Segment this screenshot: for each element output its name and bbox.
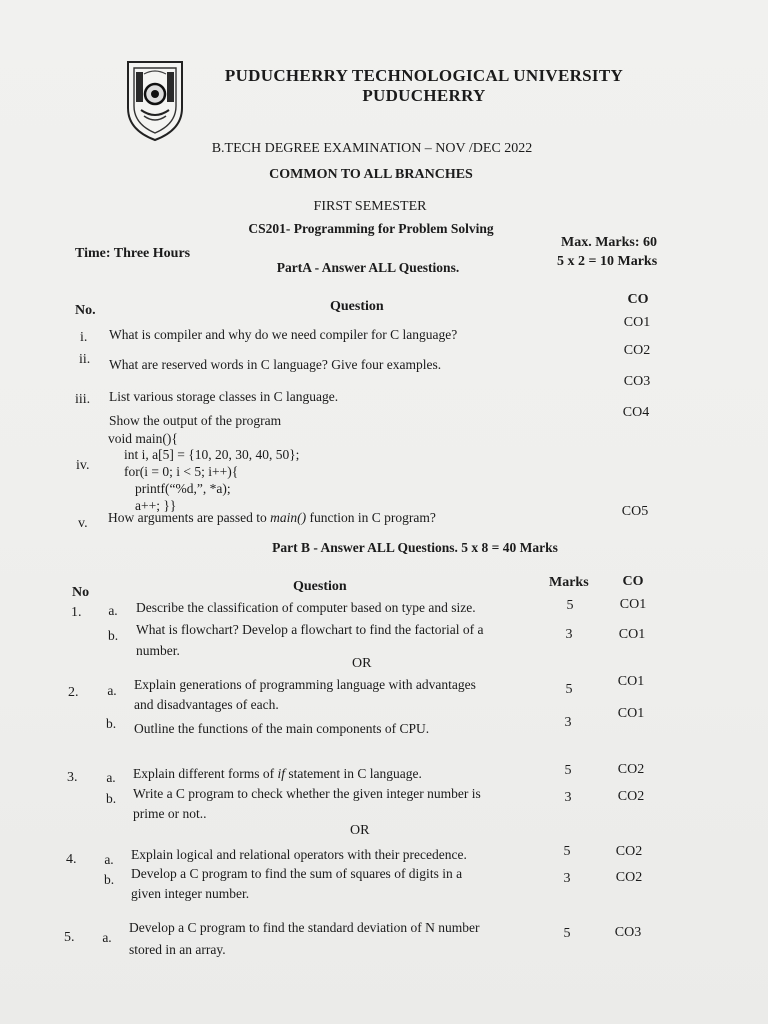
exam-duration: Time: Three Hours bbox=[75, 246, 191, 261]
part-a-q4-co: CO4 bbox=[622, 405, 650, 420]
part-b-q3b-label: b. bbox=[105, 791, 117, 806]
part-b-q1-number: 1. bbox=[71, 605, 82, 620]
part-b-q2a-label: a. bbox=[107, 683, 117, 698]
part-b-q1a-marks: 5 bbox=[566, 598, 574, 613]
part-b-q3a-co: CO2 bbox=[617, 762, 645, 777]
part-b-q2a-line2: and disadvantages of each. bbox=[134, 697, 279, 712]
part-a-title: PartA - Answer ALL Questions. bbox=[276, 260, 460, 275]
part-b-q3b-co: CO2 bbox=[617, 789, 645, 804]
part-b-q3a-text: Explain different forms of if statement in C language. bbox=[133, 766, 422, 781]
part-b-col-no: No bbox=[72, 585, 90, 600]
part-a-q2-co: CO2 bbox=[623, 343, 651, 358]
or-divider-2: OR bbox=[350, 823, 370, 838]
part-b-q4b-label: b. bbox=[103, 872, 115, 887]
part-b-q3b-line2: prime or not.. bbox=[133, 806, 207, 821]
part-b-q4b-line2: given integer number. bbox=[131, 886, 250, 901]
code-line-4: printf(“%d,”, *a); bbox=[135, 481, 231, 496]
code-line-5: a++; }} bbox=[135, 498, 177, 513]
part-b-q1b-co: CO1 bbox=[618, 627, 646, 642]
part-a-q5-text: How arguments are passed to main() function in C program? bbox=[108, 510, 436, 525]
part-b-q1b-line2: number. bbox=[136, 643, 180, 658]
or-divider-1: OR bbox=[352, 656, 372, 671]
part-b-q3a-label: a. bbox=[106, 770, 116, 785]
part-b-q1b-label: b. bbox=[107, 628, 119, 643]
course-title: CS201- Programming for Problem Solving bbox=[248, 221, 494, 236]
part-a-q4-number: iv. bbox=[76, 458, 90, 473]
part-b-q2-number: 2. bbox=[68, 685, 79, 700]
part-b-q2a-co: CO1 bbox=[617, 674, 645, 689]
part-b-q1a-label: a. bbox=[108, 603, 118, 618]
part-b-q4-number: 4. bbox=[66, 852, 77, 867]
part-b-q4a-co: CO2 bbox=[615, 844, 643, 859]
part-b-q2b-marks: 3 bbox=[564, 715, 572, 730]
part-b-q2b-label: b. bbox=[105, 716, 117, 731]
part-b-q3-number: 3. bbox=[67, 770, 78, 785]
part-a-q3-co: CO3 bbox=[623, 374, 651, 389]
part-a-q5-number: v. bbox=[78, 516, 88, 531]
part-b-q1a-co: CO1 bbox=[619, 597, 647, 612]
part-b-q5a-marks: 5 bbox=[563, 926, 571, 941]
part-b-q2b-co: CO1 bbox=[617, 706, 645, 721]
university-name: PUDUCHERRY TECHNOLOGICAL UNIVERSITY bbox=[224, 66, 624, 85]
code-line-3: for(i = 0; i < 5; i++){ bbox=[124, 464, 239, 479]
part-b-q4a-text: Explain logical and relational operators with their precedence. bbox=[131, 847, 467, 862]
part-b-col-question: Question bbox=[293, 579, 347, 594]
code-line-2: int i, a[5] = {10, 20, 30, 40, 50}; bbox=[124, 447, 300, 462]
part-b-col-marks: Marks bbox=[549, 575, 589, 590]
code-line-1: void main(){ bbox=[108, 431, 178, 446]
part-a-q3-number: iii. bbox=[75, 392, 91, 407]
part-b-q4b-co: CO2 bbox=[615, 870, 643, 885]
part-b-q2a-marks: 5 bbox=[565, 682, 573, 697]
part-b-q1a-text: Describe the classification of computer based on type and size. bbox=[136, 600, 476, 615]
part-b-q4b-marks: 3 bbox=[563, 871, 571, 886]
part-b-q5a-co: CO3 bbox=[614, 925, 642, 940]
part-b-q2b-text: Outline the functions of the main components of CPU. bbox=[134, 721, 430, 736]
part-a-q3-text: List various storage classes in C language. bbox=[109, 389, 339, 404]
part-b-q2a-line1: Explain generations of programming language with advantages bbox=[134, 677, 476, 692]
university-city: PUDUCHERRY bbox=[362, 86, 486, 105]
part-a-col-no: No. bbox=[75, 303, 96, 318]
part-b-q5-number: 5. bbox=[64, 930, 75, 945]
part-a-q2-number: ii. bbox=[79, 352, 91, 367]
part-b-q4a-label: a. bbox=[104, 852, 114, 867]
part-b-title: Part B - Answer ALL Questions. 5 x 8 = 40 Marks bbox=[272, 540, 558, 555]
part-a-q2-text: What are reserved words in C language? Give four examples. bbox=[109, 357, 442, 372]
exam-title: B.TECH DEGREE EXAMINATION – NOV /DEC 2022 bbox=[211, 141, 533, 156]
part-b-q1b-line1: What is flowchart? Develop a flowchart to find the factorial of a bbox=[136, 622, 484, 637]
part-b-q3b-marks: 3 bbox=[564, 790, 572, 805]
branches-title: COMMON TO ALL BRANCHES bbox=[269, 167, 473, 182]
part-a-col-question: Question bbox=[330, 299, 384, 314]
semester-title: FIRST SEMESTER bbox=[313, 199, 427, 214]
part-a-q1-number: i. bbox=[80, 330, 88, 345]
part-b-q5a-label: a. bbox=[102, 930, 112, 945]
part-a-q5-co: CO5 bbox=[621, 504, 649, 519]
part-b-q1b-marks: 3 bbox=[565, 627, 573, 642]
part-b-q4a-marks: 5 bbox=[563, 844, 571, 859]
part-b-q5a-line2: stored in an array. bbox=[129, 942, 226, 957]
part-b-q4b-line1: Develop a C program to find the sum of squares of digits in a bbox=[131, 866, 463, 881]
part-b-col-co: CO bbox=[622, 574, 644, 589]
part-a-q1-text: What is compiler and why do we need compiler for C language? bbox=[109, 327, 458, 342]
part-a-marks: 5 x 2 = 10 Marks bbox=[557, 254, 658, 269]
part-b-q3b-line1: Write a C program to check whether the given integer number is bbox=[133, 786, 481, 801]
max-marks: Max. Marks: 60 bbox=[561, 235, 658, 250]
part-a-q1-co: CO1 bbox=[623, 315, 651, 330]
part-a-q4-text: Show the output of the program bbox=[109, 413, 282, 428]
part-b-q5a-line1: Develop a C program to find the standard deviation of N number bbox=[129, 920, 480, 935]
part-b-q3a-marks: 5 bbox=[564, 763, 572, 778]
part-a-col-co: CO bbox=[627, 292, 649, 307]
